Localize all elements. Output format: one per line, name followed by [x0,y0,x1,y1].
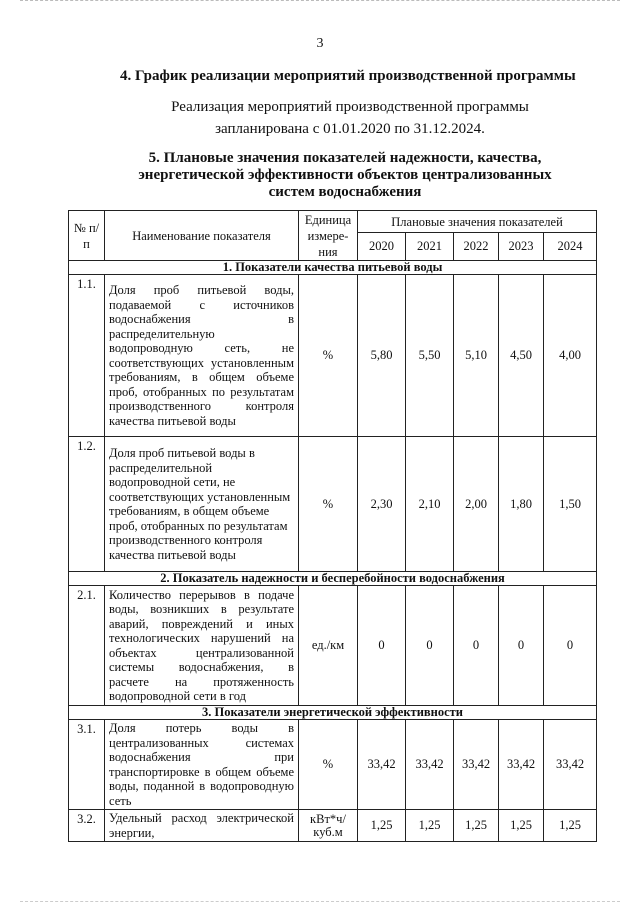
header-name: Наименование показателя [105,211,299,261]
value-cell: 1,25 [499,810,544,842]
value-cell: 1,25 [358,810,406,842]
bottom-edge-line [20,901,620,903]
row-number: 1.2. [69,437,105,572]
value-cell: 4,50 [499,275,544,437]
row-number: 1.1. [69,275,105,437]
value-cell: 0 [358,586,406,706]
indicator-unit: % [299,437,358,572]
header-year: 2024 [544,233,597,261]
header-year: 2020 [358,233,406,261]
value-cell: 2,10 [406,437,454,572]
indicator-name: Доля потерь воды в централизованных системах водоснабжения при транспортировке в общем объеме воды, поданной в водопроводную сеть [105,720,299,810]
value-cell: 4,00 [544,275,597,437]
row-number: 3.1. [69,720,105,810]
value-cell: 33,42 [358,720,406,810]
value-cell: 5,80 [358,275,406,437]
row-number: 3.2. [69,810,105,842]
value-cell: 5,50 [406,275,454,437]
value-cell: 0 [406,586,454,706]
indicators-table [68,210,597,842]
header-planned: Плановые значения показателей [358,211,597,233]
indicator-unit: ед./км [299,586,358,706]
section-heading: 2. Показатель надежности и бесперебойности водоснабжения [69,572,597,586]
section-heading: 1. Показатели качества питьевой воды [69,261,597,275]
value-cell: 1,50 [544,437,597,572]
value-cell: 1,25 [406,810,454,842]
value-cell: 2,30 [358,437,406,572]
value-cell: 2,00 [454,437,499,572]
indicator-name: Удельный расход электрической энергии, [105,810,299,842]
header-num: № п/п [69,211,105,261]
value-cell: 0 [544,586,597,706]
value-cell: 33,42 [544,720,597,810]
section4-title: 4. График реализации мероприятий производственной программы [120,68,576,84]
indicator-unit: % [299,720,358,810]
value-cell: 33,42 [499,720,544,810]
value-cell: 33,42 [406,720,454,810]
page-number: 3 [316,36,324,51]
indicator-unit: кВт*ч/ куб.м [299,810,358,842]
section-heading: 3. Показатели энергетической эффективности [69,706,597,720]
top-edge-line [20,0,620,2]
value-cell: 5,10 [454,275,499,437]
indicator-unit: % [299,275,358,437]
row-number: 2.1. [69,586,105,706]
header-year: 2022 [454,233,499,261]
section5-title: 5. Плановые значения показателей надежности, качества, энергетической эффективности объектов централизованных систем водоснабжения [138,150,552,200]
section4-text: Реализация мероприятий производственной программы запланирована с 01.01.2020 по 31.12.2024. [171,99,529,137]
value-cell: 1,25 [544,810,597,842]
indicator-name: Доля проб питьевой воды в распределительной водопроводной сети, не соответствующих установленным требованиям, в общем объеме проб, отобранных по результатам производственного контроля качества питьевой воды [105,437,299,572]
indicator-name: Доля проб питьевой воды, подаваемой с источников водоснабжения в распределительную водопроводную сеть, не соответствующих установленным требованиям, в общем объеме проб, отобранных по результатам производственного контроля качества питьевой воды [105,275,299,437]
indicator-name: Количество перерывов в подаче воды, возникших в результате аварий, повреждений и иных технологических нарушений на объектах централизованной системы водоснабжения, в расчете на протяженность водопроводной сети в год [105,586,299,706]
value-cell: 0 [454,586,499,706]
header-year: 2023 [499,233,544,261]
value-cell: 0 [499,586,544,706]
value-cell: 1,80 [499,437,544,572]
value-cell: 33,42 [454,720,499,810]
header-year: 2021 [406,233,454,261]
header-unit: Единица измере-ния [299,211,358,261]
value-cell: 1,25 [454,810,499,842]
